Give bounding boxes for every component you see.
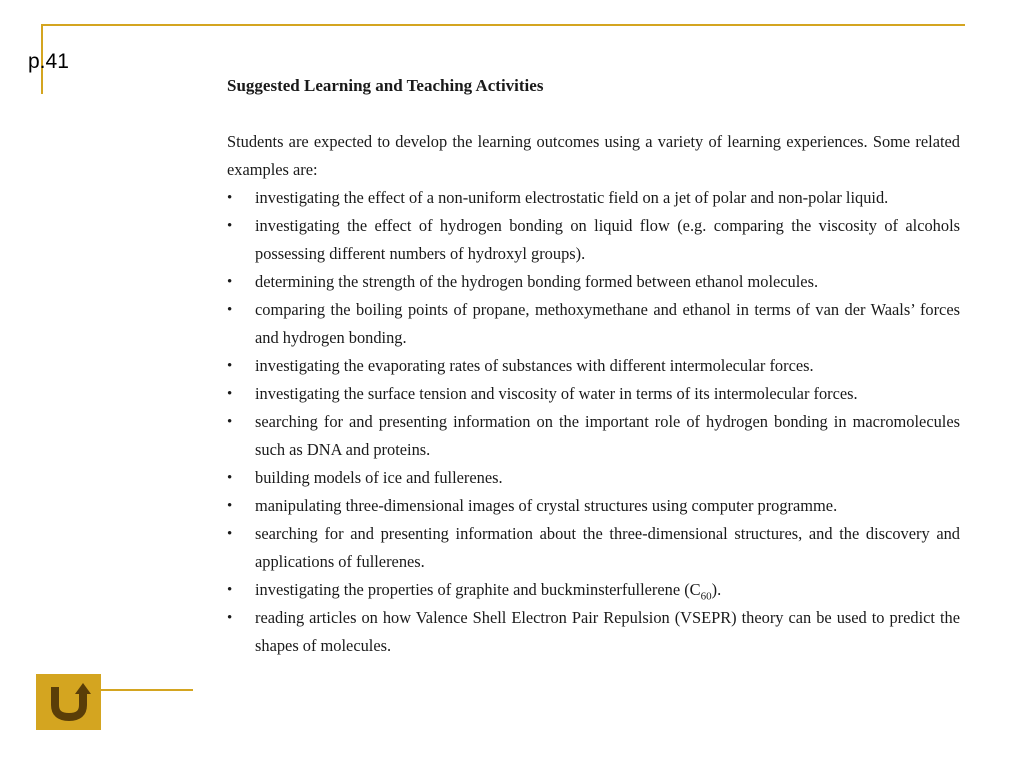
bullet: •: [227, 498, 233, 514]
item-text: investigating the evaporating rates of substances with different intermolecular forces.: [255, 356, 814, 375]
bullet: •: [227, 218, 233, 234]
item-text: investigating the effect of a non-uniform electrostatic field on a jet of polar and non-polar liquid.: [255, 188, 889, 207]
bullet: •: [227, 470, 233, 486]
u-turn-arrow-icon: [47, 681, 91, 723]
bullet: •: [227, 526, 233, 542]
activity-list: [227, 184, 960, 660]
item-text: comparing the boiling points of propane, methoxymethane and ethanol in terms of van der Waals’ forces and hydrogen bonding.: [255, 300, 960, 347]
bullet: •: [227, 610, 233, 626]
bullet: •: [227, 190, 233, 206]
item-text: reading articles on how Valence Shell Electron Pair Repulsion (VSEPR) theory can be used to predict the shapes of molecules.: [255, 608, 960, 655]
item-text: searching for and presenting information on the important role of hydrogen bonding in macromolecules such as DNA and proteins.: [255, 412, 960, 459]
list-item: [227, 464, 960, 492]
item-text: investigating the properties of graphite and buckminsterfullerene (C: [255, 580, 701, 599]
bullet: •: [227, 358, 233, 374]
document-body: [227, 72, 960, 660]
list-item: [227, 520, 960, 576]
item-text: investigating the effect of hydrogen bonding on liquid flow (e.g. comparing the viscosity of alcohols possessing different numbers of hydroxyl groups).: [255, 216, 960, 263]
back-button[interactable]: [36, 674, 101, 730]
bullet: •: [227, 302, 233, 318]
list-item: [227, 492, 960, 520]
bullet: •: [227, 582, 233, 598]
top-divider-line: [41, 24, 965, 26]
item-text: manipulating three-dimensional images of crystal structures using computer programme.: [255, 496, 838, 515]
page-number: p.41: [28, 50, 69, 73]
list-item: [227, 296, 960, 352]
bottom-divider-line: [101, 689, 193, 691]
list-item: [227, 212, 960, 268]
list-item: [227, 408, 960, 464]
intro-paragraph: Students are expected to develop the learning outcomes using a variety of learning experiences. Some related examples are:: [227, 132, 960, 179]
list-item: [227, 268, 960, 296]
subscript-60: 60: [700, 590, 712, 603]
document-heading: Suggested Learning and Teaching Activities: [227, 76, 544, 95]
list-item: [227, 184, 960, 212]
list-item: [227, 380, 960, 408]
list-item-c60: [227, 576, 960, 604]
item-text: searching for and presenting information about the three-dimensional structures, and the discovery and applications of fullerenes.: [255, 524, 960, 571]
bullet: •: [227, 274, 233, 290]
bullet: •: [227, 386, 233, 402]
list-item: [227, 352, 960, 380]
item-text: building models of ice and fullerenes.: [255, 468, 503, 487]
item-text-end: ).: [711, 580, 722, 599]
item-text: investigating the surface tension and viscosity of water in terms of its intermolecular forces.: [255, 384, 858, 403]
item-text: determining the strength of the hydrogen bonding formed between ethanol molecules.: [255, 272, 819, 291]
bullet: •: [227, 414, 233, 430]
list-item-vsepr: [227, 604, 960, 660]
